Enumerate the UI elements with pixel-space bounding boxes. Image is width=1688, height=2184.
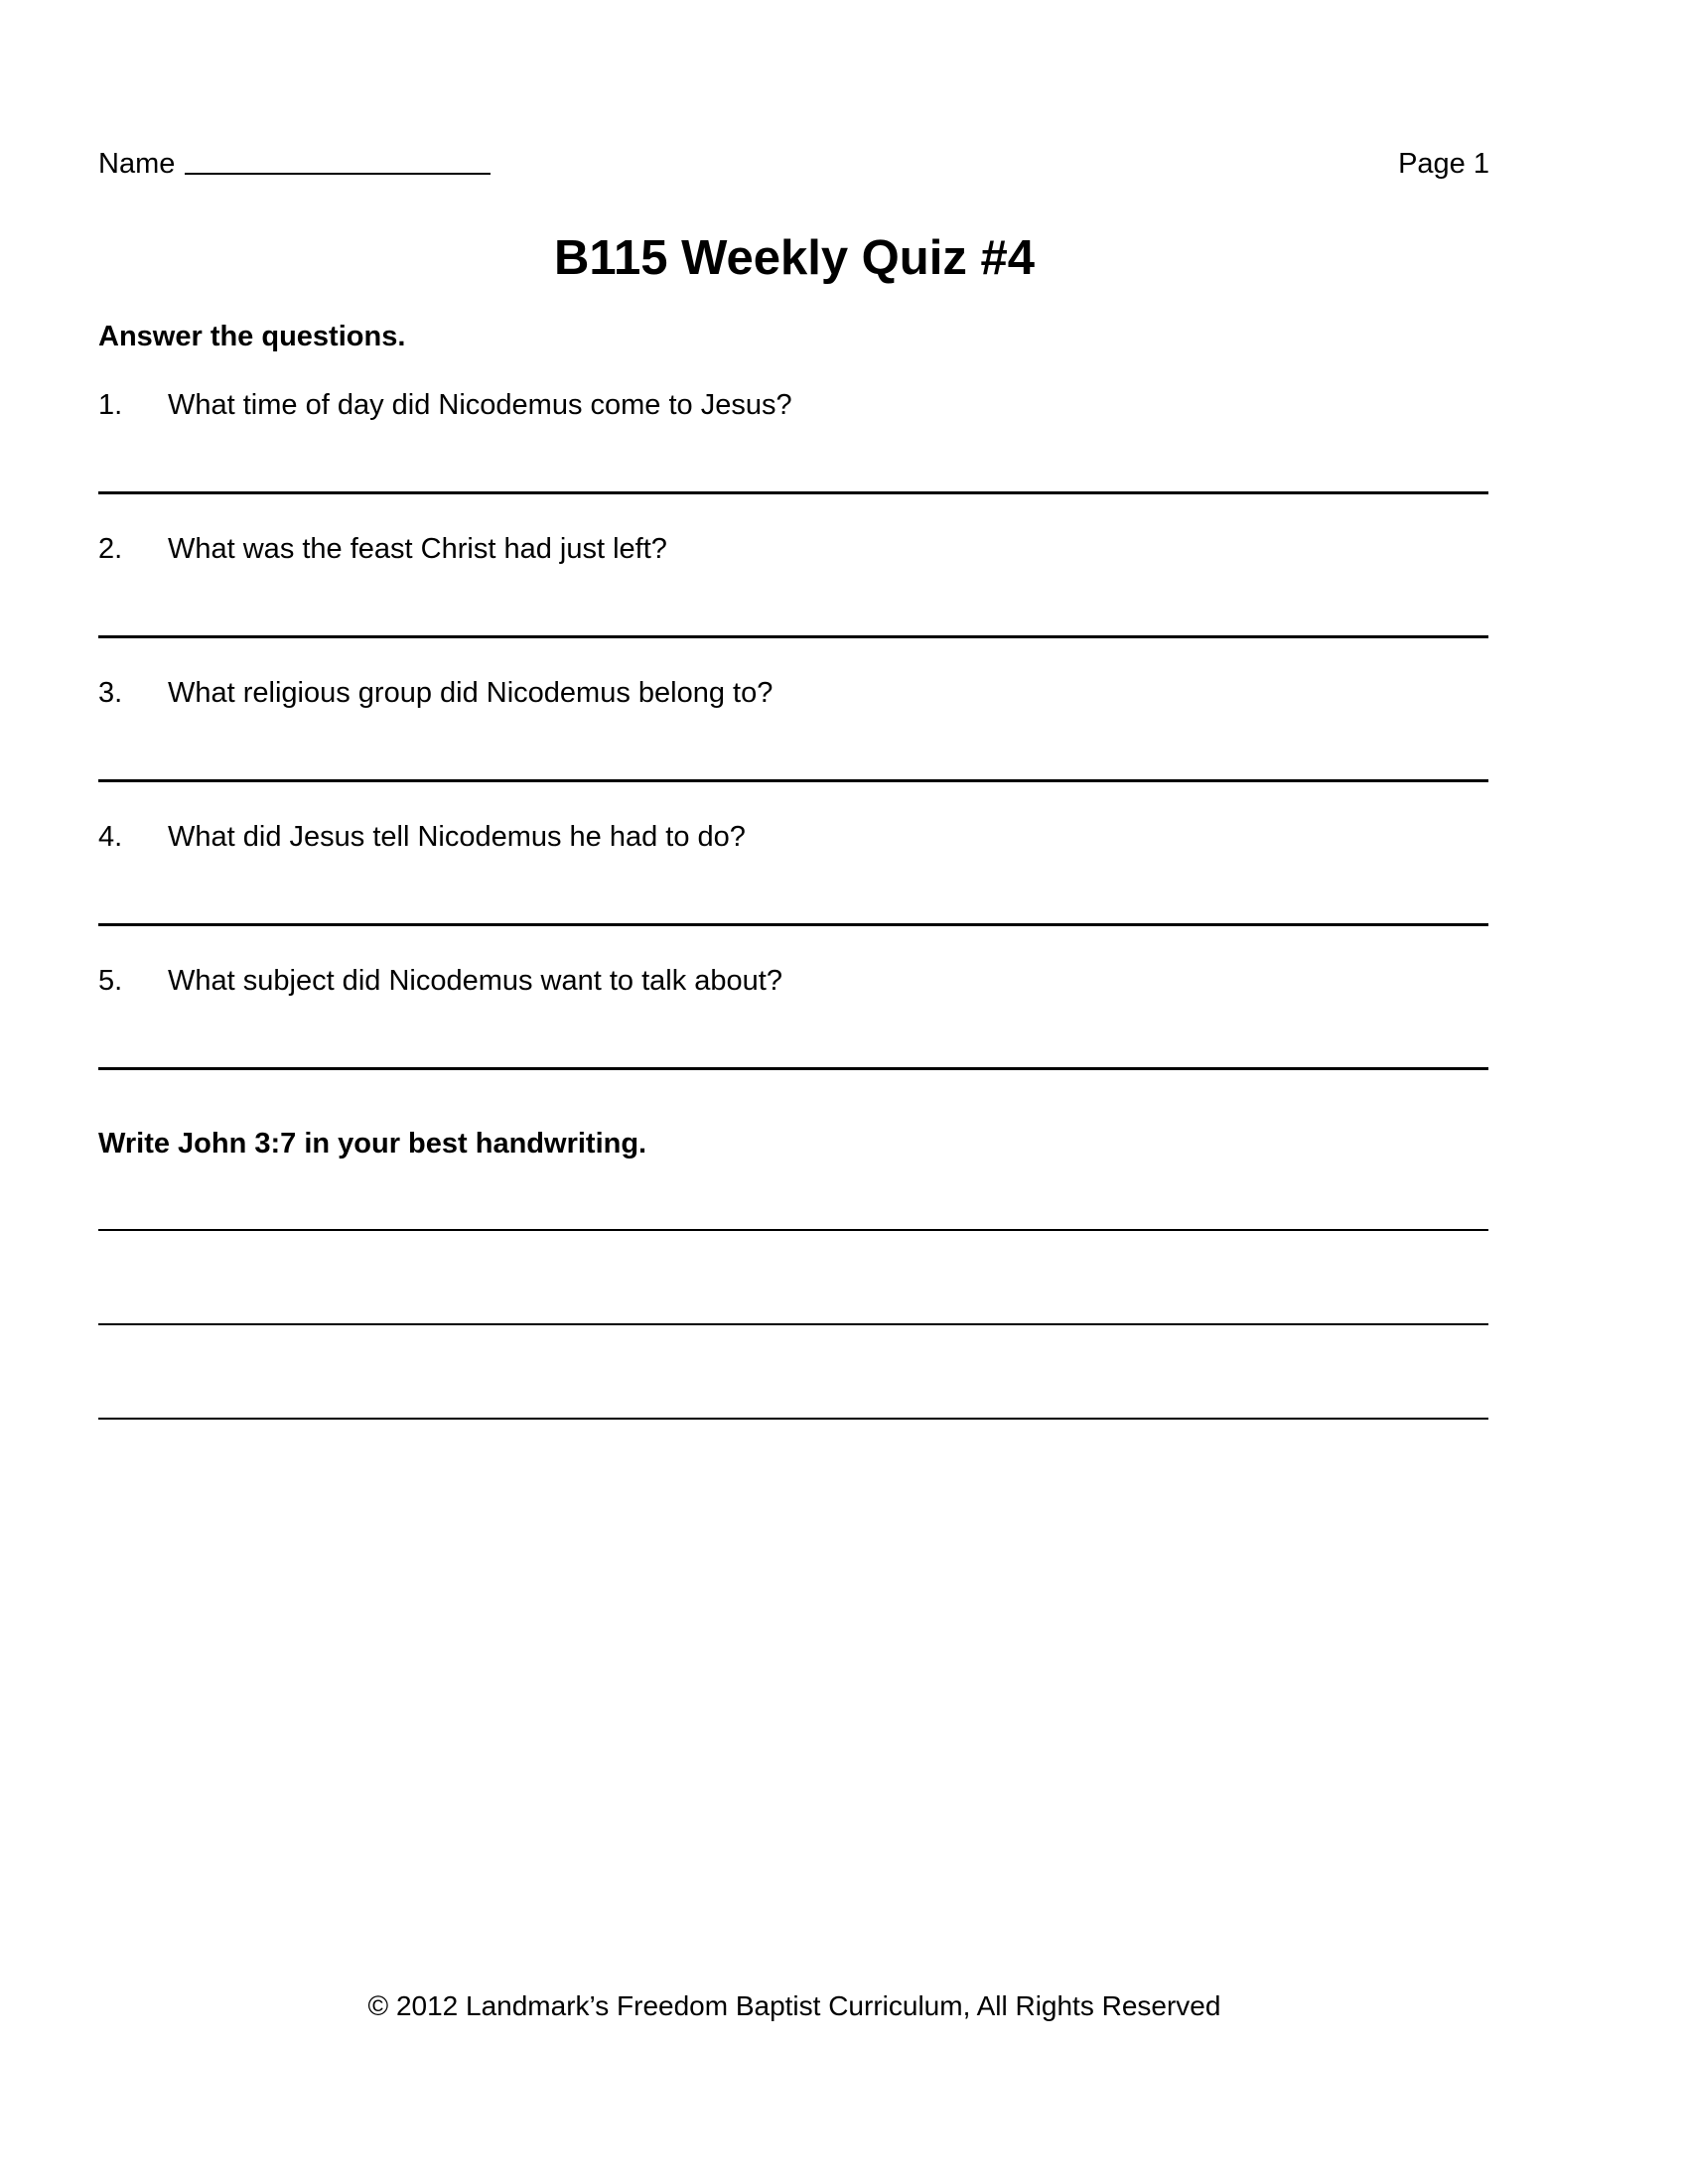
answer-line[interactable] (98, 635, 1488, 638)
question-text: What time of day did Nicodemus come to Jesus? (168, 389, 792, 421)
question-number: 3. (98, 677, 123, 709)
question-number: 4. (98, 821, 123, 853)
answer-line[interactable] (98, 779, 1488, 782)
question-text: What did Jesus tell Nicodemus he had to do? (168, 821, 746, 853)
handwriting-line[interactable] (98, 1229, 1488, 1231)
question-number: 2. (98, 533, 123, 565)
page-title: B115 Weekly Quiz #4 (554, 231, 1035, 285)
section-instruction-questions: Answer the questions. (98, 321, 406, 352)
question-text: What subject did Nicodemus want to talk about? (168, 965, 782, 997)
question-text: What religious group did Nicodemus belong to? (168, 677, 774, 709)
page-number: Page 1 (1398, 148, 1489, 180)
handwriting-line[interactable] (98, 1418, 1488, 1420)
name-field[interactable] (98, 147, 491, 181)
section-instruction-handwriting: Write John 3:7 in your best handwriting. (98, 1128, 647, 1160)
answer-line[interactable] (98, 491, 1488, 494)
name-label: Name (98, 148, 176, 180)
question-number: 1. (98, 389, 123, 421)
answer-line[interactable] (98, 1067, 1488, 1070)
copyright-footer: © 2012 Landmark’s Freedom Baptist Curriculum, All Rights Reserved (367, 1990, 1221, 2021)
answer-line[interactable] (98, 923, 1488, 926)
name-blank-line[interactable] (185, 173, 491, 175)
handwriting-line[interactable] (98, 1323, 1488, 1325)
question-number: 5. (98, 965, 123, 997)
question-text: What was the feast Christ had just left? (168, 533, 667, 565)
